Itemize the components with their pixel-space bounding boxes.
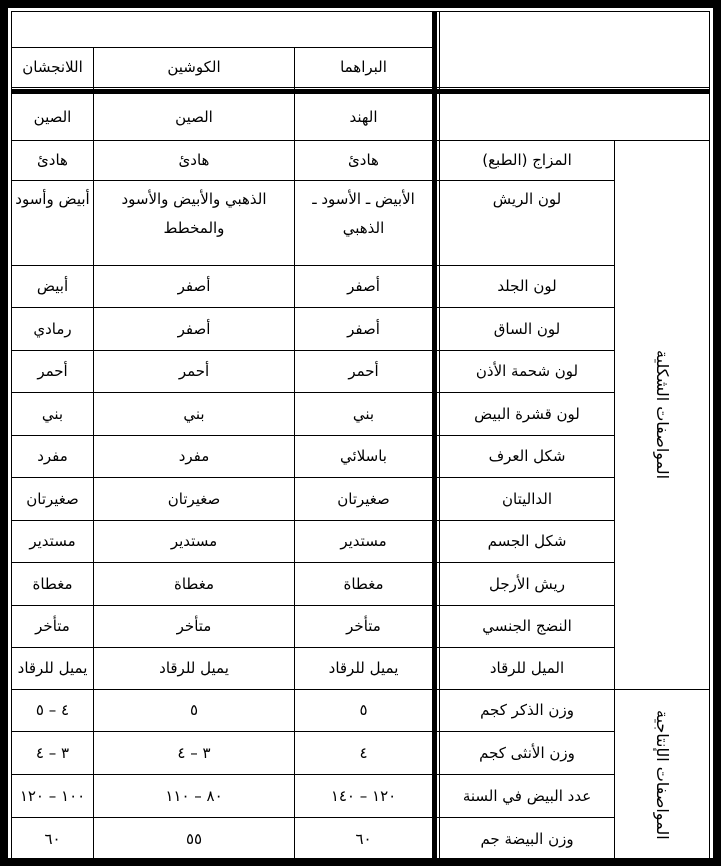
value-cochin: مفرد — [178, 447, 210, 466]
value-cochin: مستدير — [170, 532, 218, 551]
value-langshan: ١٠٠ – ١٢٠ — [19, 786, 86, 805]
row-label: عدد البيض في السنة — [462, 786, 592, 805]
row-label: الداليتان — [502, 489, 552, 508]
origin-langshan: الصين — [33, 107, 72, 126]
value-cochin: أحمر — [178, 362, 210, 381]
row-label: لون الساق — [493, 319, 561, 338]
value-cochin: متأخر — [176, 617, 212, 636]
value-cochin: ٨٠ – ١١٠ — [165, 786, 223, 805]
value-cochin: بني — [183, 404, 205, 423]
value-cochin: ٥٥ — [185, 829, 203, 848]
breed-header-brahma: البراهما — [340, 58, 387, 77]
row-label: شكل الجسم — [487, 532, 567, 551]
value-langshan: هادئ — [37, 151, 68, 170]
group-label-productive: المواصفات الإنتاجية — [653, 710, 672, 840]
value-brahma: متأخر — [346, 617, 381, 636]
value-cochin: الذهبي والأبيض والأسود والمخطط — [121, 190, 267, 237]
value-langshan: متأخر — [35, 617, 70, 636]
value-brahma: يميل للرقاد — [328, 659, 399, 678]
row-label: لون شحمة الأذن — [475, 362, 579, 381]
breed-header-cochin: الكوشين — [167, 58, 221, 77]
value-langshan: مغطاة — [32, 574, 73, 593]
value-brahma: ١٢٠ – ١٤٠ — [330, 786, 397, 805]
row-label: الميل للرقاد — [489, 659, 565, 678]
row-label: لون الجلد — [497, 277, 557, 296]
value-brahma: ٤ — [359, 743, 368, 762]
value-cochin: ٣ – ٤ — [177, 743, 211, 762]
value-brahma: ٥ — [359, 701, 368, 720]
row-label: وزن الأنثى كجم — [479, 743, 575, 762]
value-cochin: أصفر — [177, 319, 211, 338]
row-label: شكل العرف — [488, 447, 566, 466]
value-brahma: أصفر — [347, 319, 380, 338]
value-brahma: هادئ — [348, 151, 379, 170]
value-cochin: أصفر — [177, 277, 211, 296]
value-cochin: مغطاة — [174, 574, 215, 593]
row-label: وزن الذكر كجم — [480, 701, 574, 720]
value-brahma: مستدير — [340, 532, 387, 551]
origin-brahma: الهند — [349, 107, 378, 126]
breed-header-langshan: اللانجشان — [22, 58, 83, 77]
value-cochin: ٥ — [189, 701, 199, 720]
value-langshan: ٣ – ٤ — [35, 743, 70, 762]
value-brahma: باسلائي — [340, 447, 387, 466]
value-langshan: أبيض — [36, 277, 69, 296]
value-cochin: هادئ — [178, 151, 210, 170]
row-label: لون الريش — [492, 190, 562, 208]
value-langshan: ٤ – ٥ — [35, 701, 70, 720]
value-cochin: صغيرتان — [167, 489, 221, 508]
value-cochin: يميل للرقاد — [159, 659, 229, 678]
value-brahma: صغيرتان — [337, 489, 390, 508]
value-langshan: يميل للرقاد — [17, 659, 88, 678]
row-label: النضج الجنسي — [482, 617, 572, 636]
row-label: المزاج (الطبع) — [482, 151, 572, 170]
value-langshan: مفرد — [37, 447, 68, 466]
value-langshan: أحمر — [37, 362, 68, 381]
row-label: لون قشرة البيض — [474, 404, 580, 423]
value-langshan: رمادي — [33, 319, 72, 338]
value-brahma: الأبيض ـ الأسود ـ الذهبي — [312, 190, 415, 237]
value-brahma: أحمر — [348, 362, 379, 381]
group-label-physical: المواصفات الشكلية — [653, 350, 672, 480]
value-brahma: ٦٠ — [355, 829, 372, 848]
value-langshan: بني — [41, 404, 64, 423]
origin-cochin: الصين — [175, 107, 213, 126]
row-label: وزن البيضة جم — [480, 829, 574, 848]
row-label: ريش الأرجل — [489, 574, 565, 593]
value-brahma: مغطاة — [343, 574, 384, 593]
value-brahma: بني — [352, 404, 375, 423]
value-langshan: مستدير — [29, 532, 76, 551]
value-brahma: أصفر — [347, 277, 380, 296]
value-langshan: أبيض وأسود — [15, 190, 90, 208]
header-thin-divider — [11, 87, 710, 88]
value-langshan: صغيرتان — [26, 489, 79, 508]
value-langshan: ٦٠ — [44, 829, 61, 848]
